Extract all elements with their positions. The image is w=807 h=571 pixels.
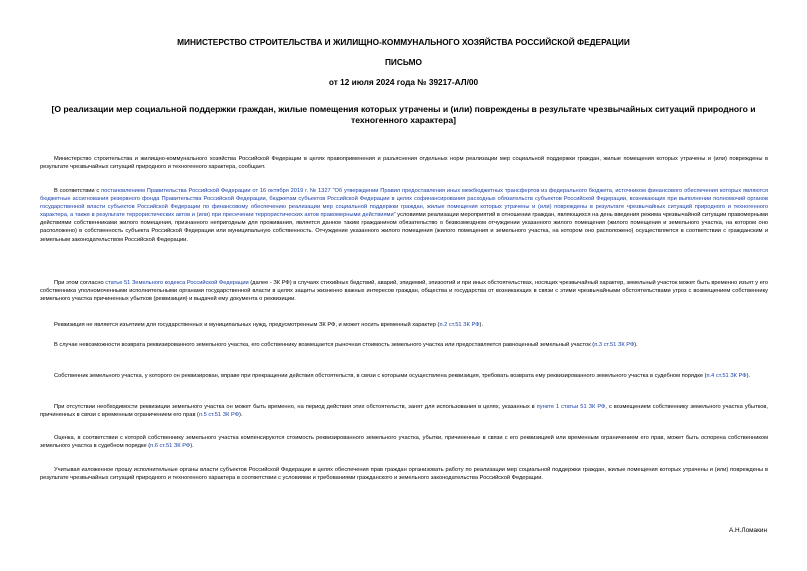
paragraph-1 <box>40 155 768 171</box>
paragraph-1-text: Министерство строительства и жилищно-коммунального хозяйства Российской Федерации в целях правоприменения и разъяснения отдельных норм реализации мер социальной поддержки граждан, жилые помещения которых утрачены и (или) повреждены в результате чрезвычайных ситуаций природного и техногенного характера, сообщает. <box>40 156 768 171</box>
paragraph-8-text-b: ). <box>190 443 194 450</box>
signature: А.Н.Ломакин <box>728 527 767 534</box>
paragraph-6-text-b: ). <box>746 373 751 379</box>
document-subject: [О реализации мер социальной поддержки граждан, жилые помещения которых утрачены и (или) повреждены в результате чрезвычайных ситуаций природного и техногенного характера] <box>51 104 756 125</box>
ministry-title: МИНИСТЕРСТВО СТРОИТЕЛЬСТВА И ЖИЛИЩНО-КОММУНАЛЬНОГО ХОЗЯЙСТВА РОССИЙСКОЙ ФЕДЕРАЦИИ <box>177 37 630 47</box>
document-date-number: от 12 июля 2024 года № 39217-АЛ/00 <box>328 77 479 87</box>
paragraph-6 <box>40 372 768 380</box>
paragraph-4-text-b: ). <box>479 322 484 328</box>
paragraph-3-text-a: При этом согласно <box>54 280 106 286</box>
paragraph-8 <box>40 434 768 450</box>
document-type: ПИСЬМО <box>384 57 423 67</box>
paragraph-7-text-c: ). <box>239 412 243 419</box>
land-code-p6-link[interactable]: п.6 ст.51 ЗК РФ <box>150 443 191 450</box>
paragraph-2-text-a: В соответствии с <box>54 188 102 194</box>
paragraph-5 <box>40 341 768 349</box>
land-code-p4-link[interactable]: п.4 ст.51 ЗК РФ <box>706 373 747 379</box>
land-code-p3-link[interactable]: п.3 ст.51 ЗК РФ <box>594 342 635 348</box>
land-code-article-51-p1-link[interactable]: пункте 1 статьи 51 ЗК РФ <box>536 404 606 410</box>
land-code-p5-link[interactable]: п.5 ст.51 ЗК РФ <box>198 412 240 419</box>
paragraph-8-text-a: Оценка, в соответствии с которой собственнику земельного участка компенсируются стоимость реквизированного земельного участка, убытки, причиненные в связи с его реквизицией или временным ограничением его прав, может быть оспорена собственником земельного участка в судебном порядке ( <box>40 435 768 450</box>
land-code-article-51-link[interactable]: статье 51 Земельного кодекса Российской Федерации <box>105 280 249 286</box>
land-code-p2-link[interactable]: п.2 ст.51 ЗК РФ <box>439 322 480 328</box>
paragraph-7-text-a: При отсутствии необходимости реквизиции земельного участка он может быть временно, на период действия этих обстоятельств, занят для использования в целях, указанных в <box>54 404 537 410</box>
paragraph-7-text-b: , с возмещением собственнику земельного участка убытков, причиненных в связи с временным ограничением его прав ( <box>40 404 768 419</box>
resolution-1327-link[interactable]: постановлением Правительства Российской Федерации от 16 октября 2019 г. № 1327 "Об утверждении Правил предоставления иных межбюджетных трансфертов из федерального бюджета, источником финансового обеспечения которых являются бюджетные ассигнования резервного фонда Правительства Российской Федерации, бюджетам субъектов Российской Федерации в целях софинансирования расходных обязательств субъектов Российской Федерации, возникающих при выполнении полномочий органов государственной власти субъектов Российской Федерации по финансовому обеспечению реализации мер социальной поддержки граждан, жилые помещения которых утрачены и (или) повреждены в результате чрезвычайных ситуаций природного и техногенного характера, а также в результате террористических актов и (или) при пресечении террористических актов правомерными действиями" <box>40 188 769 219</box>
paragraph-9-text: Учитывая изложенное прошу исполнительные органы власти субъектов Российской Федерации в целях обеспечения прав граждан организовать работу по реализации мер социальной поддержки граждан, жилые помещения которых утрачены и (или) повреждены в результате чрезвычайных ситуаций природного и техногенного характера в соответствии с условиями и требованиями гражданского и земельного законодательства Российской Федерации. <box>40 467 768 482</box>
paragraph-5-text-a: В случае невозможности возврата реквизированного земельного участка, его собственнику возмещается рыночная стоимость земельного участка или предоставляется равноценный земельный участок ( <box>54 342 595 348</box>
paragraph-9 <box>40 466 768 482</box>
paragraph-4 <box>40 321 768 329</box>
paragraph-2 <box>40 187 768 244</box>
paragraph-3 <box>40 279 768 303</box>
paragraph-7 <box>40 403 768 419</box>
paragraph-4-text-a: Реквизиция не является изъятием для государственных и муниципальных нужд, предусмотренным ЗК РФ, и может носить временный характер ( <box>54 322 440 328</box>
paragraph-2-text-b: условиями реализации мероприятий в отношении граждан, являющихся на день введения режима чрезвычайной ситуации правомерными действиями собственниками жилого помещения, признанного непригодным для проживания, является данное таким гражданином обязательство о безвозмездном отчуждении указанного жилого помещения (жилого помещения и земельного участка, на котором оно расположено) в собственность субъекта Российской Федерации или муниципальную собственность. Отчуждение указанного жилого помещения (жилого помещения и земельного участка, на котором оно расположено) осуществляется в соответствии с гражданским и земельным законодательством Российской Федерации. <box>40 212 768 243</box>
paragraph-3-text-b: (далее - ЗК РФ) в случаях стихийных бедствий, аварий, эпидемий, эпизоотий и при иных обстоятельствах, носящих чрезвычайный характер, земельный участок может быть временно изъят у его собственника уполномоченными исполнительными органами государственной власти в целях защиты жизненно важных интересов граждан, общества и государства от возникающих в связи с этими чрезвычайными обстоятельствами угроз с возмещением собственнику земельного участка причиненных убытков (реквизиция) и выдачей ему документа о реквизиции. <box>40 280 768 303</box>
paragraph-5-text-b: ). <box>634 342 638 348</box>
paragraph-6-text-a: Собственник земельного участка, у которого он реквизирован, вправе при прекращении действия обстоятельств, в связи с которыми осуществлена реквизиция, требовать возврата ему реквизированного земельного участка в судебном порядке ( <box>54 373 707 379</box>
